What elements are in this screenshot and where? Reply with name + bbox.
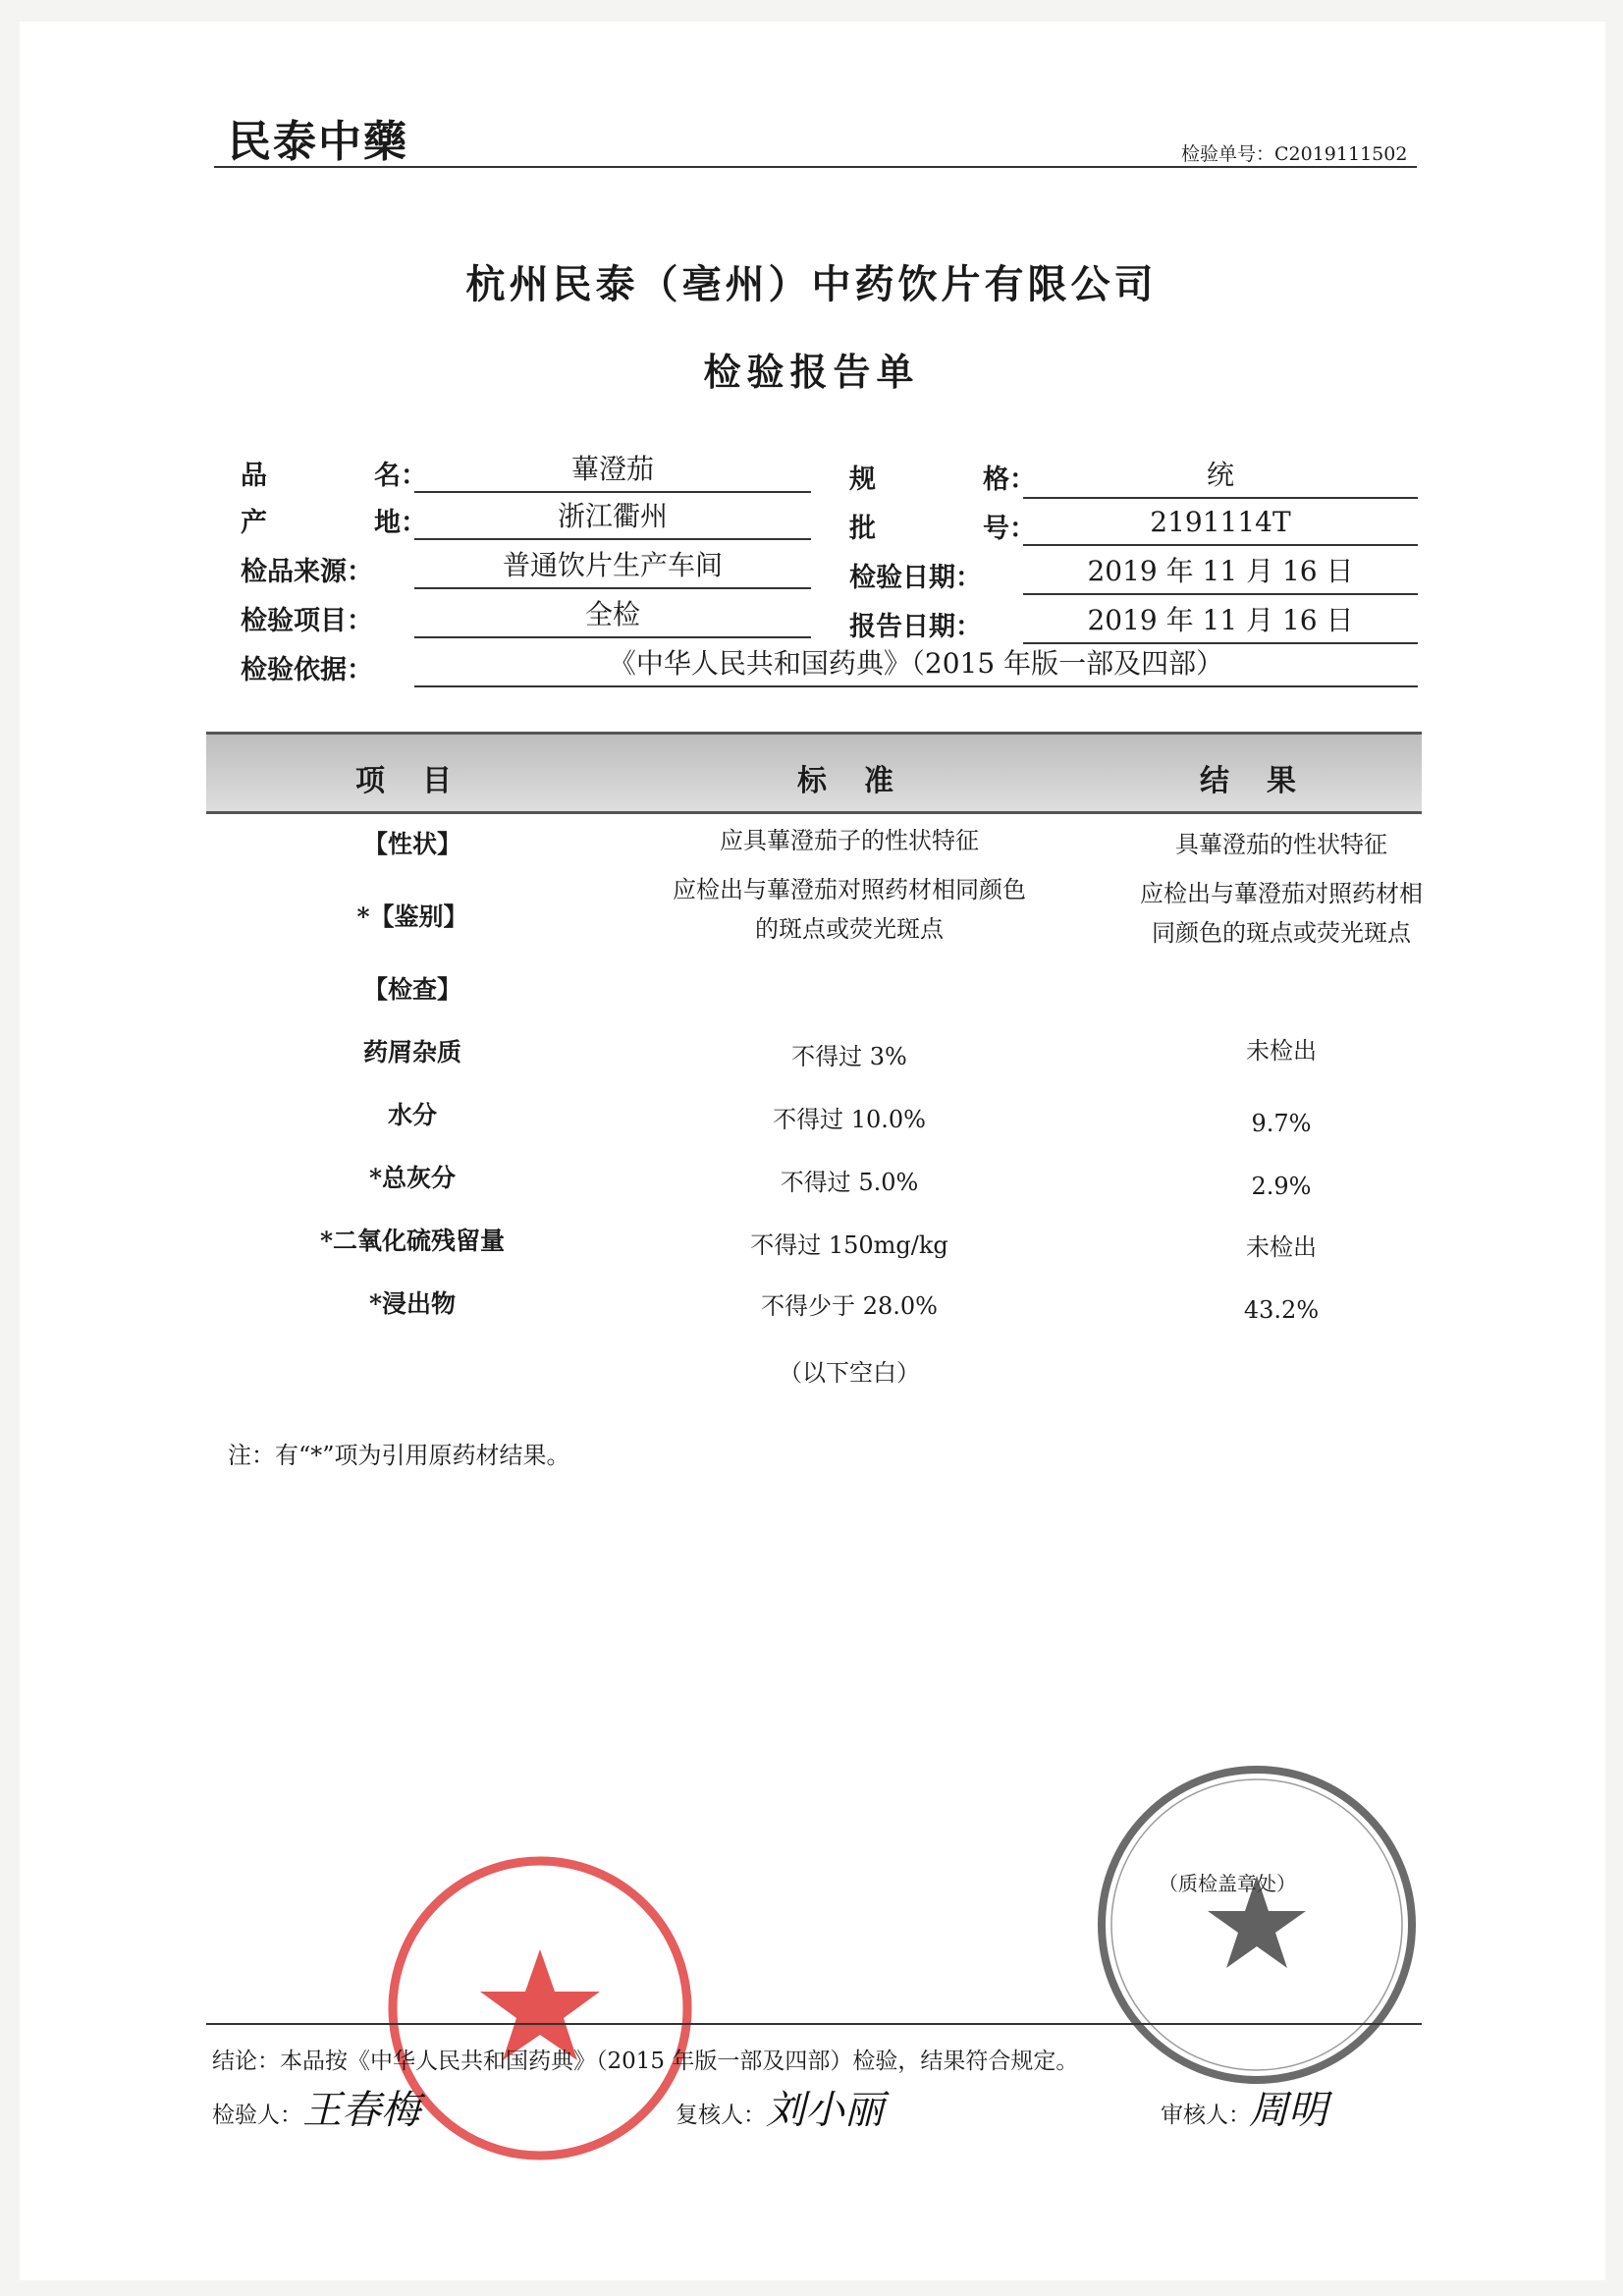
value-origin: 浙江衢州 (414, 497, 811, 540)
row-result: 未检出 (1246, 1233, 1317, 1261)
footer-rule (206, 2023, 1422, 2025)
value-specification: 统 (1023, 456, 1418, 499)
label-specification: 规 格： (849, 465, 1036, 495)
company-logo: 民泰中藥 (228, 117, 408, 167)
row-result-line1: 应检出与蓽澄茄对照药材相 (1140, 880, 1423, 907)
col-header-item: 项目 (355, 764, 489, 798)
col-header-result: 结果 (1200, 764, 1333, 798)
row-result-line2: 同颜色的斑点或荧光斑点 (1152, 919, 1411, 947)
row-standard: 不得过 3% (791, 1043, 907, 1070)
header-rule (214, 166, 1417, 168)
reviewer-signature: 刘小丽 (766, 2088, 884, 2133)
row-item: *总灰分 (368, 1164, 457, 1192)
value-inspection-items: 全检 (414, 595, 811, 638)
inspector-signature: 王春梅 (302, 2088, 420, 2133)
row-result: 具蓽澄茄的性状特征 (1175, 831, 1387, 858)
approver-signature: 周明 (1249, 2088, 1327, 2133)
row-standard: 不得过 5.0% (780, 1169, 919, 1196)
label-inspection-date: 检验日期： (849, 563, 982, 593)
col-header-standard: 标准 (797, 764, 931, 798)
row-item: *二氧化硫残留量 (319, 1227, 506, 1255)
table-end-note: （以下空白） (779, 1359, 920, 1387)
company-name: 杭州民泰（亳州）中药饮片有限公司 (465, 261, 1158, 307)
row-item: *浸出物 (368, 1289, 457, 1318)
row-standard: 不得过 10.0% (773, 1106, 926, 1133)
row-item: 水分 (387, 1101, 437, 1129)
qc-stamp-icon (1090, 1758, 1424, 2092)
value-batch: 2191114T (1023, 503, 1418, 546)
label-sample-source: 检品来源： (241, 557, 373, 587)
row-result: 9.7% (1251, 1110, 1312, 1137)
stamp-area-note: （质检盖章处） (1159, 1872, 1296, 1895)
row-item: 药屑杂质 (362, 1038, 461, 1066)
label-origin: 产 地： (241, 508, 427, 538)
row-result: 43.2% (1243, 1296, 1320, 1324)
label-basis: 检验依据： (241, 655, 373, 685)
conclusion-text: 结论：本品按《中华人民共和国药典》（2015 年版一部及四部）检验，结果符合规定。 (212, 2049, 1079, 2074)
row-standard: 不得过 150mg/kg (750, 1231, 948, 1259)
row-result: 未检出 (1246, 1037, 1317, 1065)
value-report-date: 2019 年 11 月 16 日 (1023, 601, 1418, 644)
row-item: 【检查】 (362, 975, 461, 1004)
row-item: *【鉴别】 (356, 902, 468, 931)
inspector-label: 检验人： (212, 2103, 302, 2128)
row-standard: 应具蓽澄茄子的性状特征 (720, 827, 979, 854)
row-result: 2.9% (1251, 1173, 1312, 1200)
row-standard: 不得少于 28.0% (761, 1292, 938, 1320)
value-sample-source: 普通饮片生产车间 (414, 546, 811, 589)
value-basis: 《中华人民共和国药典》（2015 年版一部及四部） (414, 644, 1418, 687)
label-product-name: 品 名： (241, 461, 427, 491)
value-product-name: 蓽澄茄 (414, 450, 811, 493)
row-standard-line2: 的斑点或荧光斑点 (755, 915, 944, 943)
label-batch: 批 号： (849, 514, 1036, 544)
label-inspection-items: 检验项目： (241, 606, 373, 636)
row-standard-line1: 应检出与蓽澄茄对照药材相同颜色 (673, 876, 1026, 903)
reviewer-label: 复核人： (676, 2103, 766, 2128)
company-seal-icon (378, 1846, 702, 2170)
row-item: 【性状】 (362, 830, 461, 858)
label-report-date: 报告日期： (849, 612, 982, 642)
report-number: 检验单号：C2019111502 (1181, 143, 1408, 165)
approver-label: 审核人： (1161, 2103, 1251, 2128)
value-inspection-date: 2019 年 11 月 16 日 (1023, 552, 1418, 595)
document-title: 检验报告单 (703, 350, 920, 394)
footnote: 注：有“*”项为引用原药材结果。 (228, 1442, 570, 1469)
